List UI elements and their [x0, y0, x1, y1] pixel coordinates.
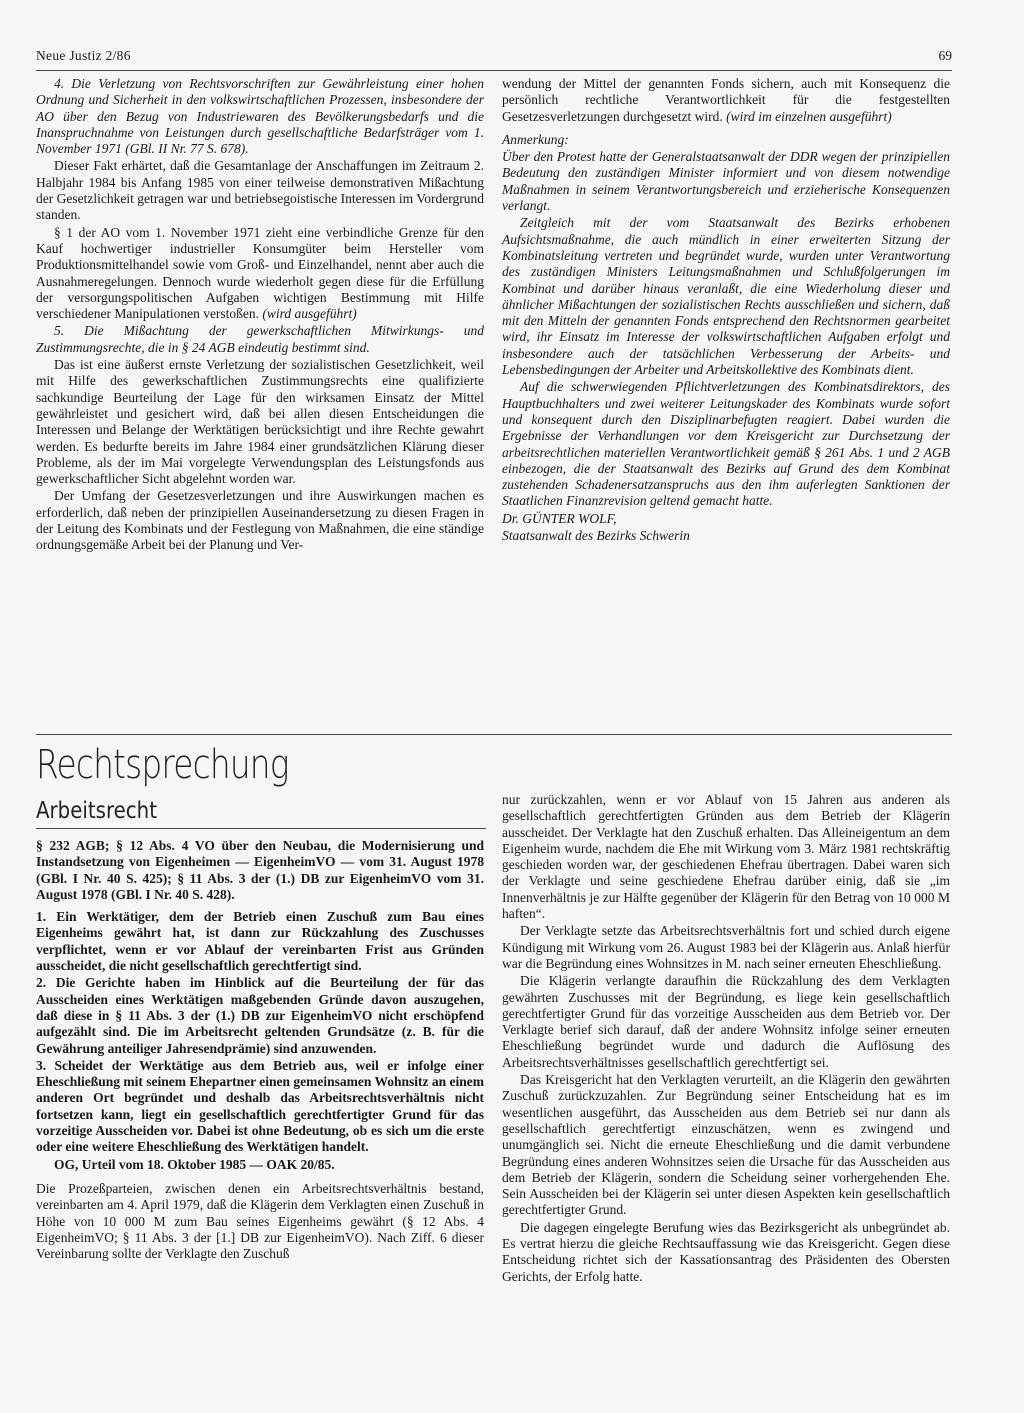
paragraph: Zeitgleich mit der vom Staatsanwalt des Bezirks erhobenen Aufsichtsmaßnahme, die auch mündlich in einer erweiterten Sitzung der Kombinatsleitung vertreten und begründet wurde, wurden unter Verantwortung des zuständigen Ministers Leitungsmaßnahmen und Schlußfolgerungen im Kombinat und darüber hinaus veranlaßt, die eine Wiederholung dieser und ähnlicher Mißachtungen der sozialistischen Rechts ausschließen und sichern, daß mit den Mitteln der genannten Fonds entsprechend den Rechtsnormen gearbeitet wird, ihr Einsatz im Interesse der volkswirtschaftlichen Aufgaben erfolgt und insbesondere auch der tatsächlichen Verbesserung der Arbeits- und Lebensbedingungen der Arbeiter und Arbeitskollektive des Kombinats dient. — [502, 215, 950, 378]
journal-title: Neue Justiz 2/86 — [36, 48, 131, 63]
author-title: Staatsanwalt des Bezirks Schwerin — [502, 528, 690, 544]
paragraph: Über den Protest hatte der Generalstaatsanwalt der DDR wegen der prinzipiellen Bedeutung den zuständigen Minister informiert und von diesem notwendige Maßnahmen in seinem Verantwortungsbereich und erzieherische Konsequenzen verlangt. — [502, 149, 950, 214]
left-column-bottom — [36, 838, 484, 1263]
section-title: Rechtsprechung — [36, 742, 289, 788]
headnote-1: 1. Ein Werktätiger, dem der Betrieb einen Zuschuß zum Bau eines Eigenheims gewährt hat, ist dann zur Rückzahlung des Zuschusses verpflichtet, wenn er vor Ablauf der vereinbarten Frist aus Gründen ausscheidet, die nicht gesellschaftlich gerechtfertigt sind. — [36, 909, 484, 974]
paragraph: 4. Die Verletzung von Rechtsvorschriften zur Gewährleistung einer hohen Ordnung und Sicherheit in den volkswirtschaftlichen Prozessen, insbesondere der AO über den Bezug von Industriewaren des Bevölkerungsbedarfs und die Inanspruchnahme von Leistungen durch gesellschaftliche Bedarfsträger vom 1. November 1971 (GBl. II Nr. 77 S. 678). — [36, 76, 484, 157]
headnote-2: 2. Die Gerichte haben im Hinblick auf die Beurteilung der für das Ausscheiden eines Werktätigen maßgebenden Gründe davon auszugehen, daß diese in § 11 Abs. 3 der (1.) DB zur EigenheimVO nicht erschöpfend aufgezählt sind. Die im Arbeitsrecht geltenden Grundsätze (z. B. für die Gewährung anteiliger Jahresendprämie) sind anzuwenden. — [36, 975, 484, 1056]
paragraph: Das ist eine äußerst ernste Verletzung der sozialistischen Gesetzlichkeit, weil mit Hilfe des gewerkschaftlichen Zustimmungsrechts eine qualifizierte sachkundige Beurteilung der Lage für den wirksamen Einsatz der Mittel gewährleistet und gesichert wird, daß bei allen diesen Entscheidungen die Interessen und Belange der Werktätigen berücksichtigt und ihre Rechte gewahrt werden. Es bedurfte bereits im Jahre 1984 einer grundsätzlichen Klärung dieser Probleme, als der im Mai vorgelegte Verwendungsplan des Leistungsfonds aus gewerkschaftlicher Sicht abgelehnt worden war. — [36, 357, 484, 487]
right-column-bottom — [502, 792, 950, 1286]
subsection-rule — [36, 828, 486, 829]
author-name: Dr. GÜNTER WOLF, — [502, 510, 617, 526]
paragraph: nur zurückzahlen, wenn er vor Ablauf von 15 Jahren aus anderen als gesellschaftlich gerechtfertigten Gründen aus dem Betrieb der Klägerin ausscheidet. Der Verklagte hat den Zuschuß erhalten. Das Alleineigentum an dem Eigenheim wurde, nachdem die Ehe mit Wirkung vom 3. März 1981 rechtskräftig geschieden worden war, der geschiedenen Ehefrau übertragen. Dabei waren sich der Verklagte und seine geschiedene Ehefrau darüber einig, daß sie „im Innenverhältnis je zur Hälfte gegenüber der Klägerin für den Betrag von 10 000 M haften“. — [502, 792, 950, 922]
paragraph: Die dagegen eingelegte Berufung wies das Bezirksgericht als unbegründet ab. Es vertrat hierzu die gleiche Rechtsauffassung wie das Kreisgericht. Gegen diese Entscheidung richtet sich der Kassationsantrag des Präsidenten des Obersten Gerichts, der Erfolg hatte. — [502, 1219, 950, 1284]
paragraph: Dieser Fakt erhärtet, daß die Gesamtanlage der Anschaffungen im Zeitraum 2. Halbjahr 1984 bis Anfang 1985 von einer teilweise demonstrativen Mißachtung der Gesetzlichkeit getragen war und betriebsegoistische Interessen im Vordergrund standen. — [36, 158, 484, 223]
paragraph: 5. Die Mißachtung der gewerkschaftlichen Mitwirkungs- und Zustimmungsrechte, die in § 24 AGB eindeutig bestimmt sind. — [36, 323, 484, 355]
paragraph: Der Umfang der Gesetzesverletzungen und ihre Auswirkungen machen es erforderlich, daß neben der prinzipiellen Auseinandersetzung zu diesen Fragen in der Leitung des Kombinats und der Festlegung von Maßnahmen, die eine ständige ordnungsgemäße Arbeit bei der Planung und Ver- — [36, 488, 484, 553]
paragraph: Die Klägerin verlangte daraufhin die Rückzahlung des dem Verklagten gewährten Zuschusses mit der Begründung, es liege kein gesellschaftlich gerechtfertigter Grund für das vorzeitige Ausscheiden aus dem Betrieb vor. Der Verklagte berief sich darauf, daß der andere Wohnsitz infolge seiner erneuten Eheschließung begründet wurde und dadurch die Auflösung des Arbeitsrechtsverhältnisses gesellschaftlich gerechtfertigt sei. — [502, 973, 950, 1070]
paragraph: Der Verklagte setzte das Arbeitsrechtsverhältnis fort und schied durch eigene Kündigung mit Wirkung vom 26. August 1983 bei der Klägerin aus. Anlaß hierfür war die Begründung eines Wohnsitzes in M. nach seiner erneuten Eheschließung. — [502, 923, 950, 971]
paragraph: Die Prozeßparteien, zwischen denen ein Arbeitsrechtsverhältnis bestand, vereinbarten am 4. April 1979, daß die Klägerin dem Verklagten einen Zuschuß in Höhe von 10 000 M zum Bau seines Eigenheims gewährt (§ 12 Abs. 4 EigenheimVO; § 11 Abs. 3 der [1.] DB zur EigenheimVO). Nach Ziff. 6 dieser Vereinbarung sollte der Verklagte den Zuschuß — [36, 1180, 484, 1262]
headnote-3: 3. Scheidet der Werktätige aus dem Betrieb aus, weil er infolge einer Eheschließung mit seinem Ehepartner einen gemeinsamen Wohnsitz an einem anderen Ort begründet und deshalb das Arbeitsrechtsverhältnis nicht fortsetzen kann, liegt ein gesellschaftlich gerechtfertigter Grund für das vorzeitige Ausscheiden vor. Dabei ist ohne Bedeutung, ob es sich um die erste oder eine weitere Eheschließung des Werktätigen handelt. — [36, 1057, 485, 1155]
legal-norms: § 232 AGB; § 12 Abs. 4 VO über den Neubau, die Modernisierung und Instandsetzung von Eigenheimen — EigenheimVO — vom 31. August 1978 (GBl. I Nr. 40 S. 425); § 11 Abs. 3 der (1.) DB zur EigenheimVO vom 31. August 1978 (GBl. I Nr. 40 S. 428). — [36, 838, 484, 902]
left-column-top — [36, 76, 484, 555]
page-number: 69 — [938, 48, 952, 63]
paragraph: § 1 der AO vom 1. November 1971 zieht eine verbindliche Grenze für den Kauf hochwertiger industrieller Konsumgüter beim Hersteller vom Produktionsmittelhandel sowie vom Groß- und Einzelhandel, nennt aber auch die Ausnahmeregelungen. Dennoch wurde wiederholt gegen diese für die Erfüllung der versorgungspolitischen Aufgaben wichtigen Bestimmung mit Hilfe verschiedener Manipulationen verstoßen. (wird ausgeführt) — [36, 224, 484, 322]
right-column-top — [502, 76, 950, 545]
page-header — [36, 48, 952, 68]
subsection-title: Arbeitsrecht — [36, 798, 157, 824]
header-rule — [36, 70, 952, 71]
paragraph: Das Kreisgericht hat den Verklagten verurteilt, an die Klägerin den gewährten Zuschuß zurückzuzahlen. Zur Begründung seiner Entscheidung hat es im wesentlichen ausgeführt, das Ausscheiden aus dem Betrieb sei nur dann als gesellschaftlich gerechtfertigt einzuschätzen, wenn es zwingend und unumgänglich sei. Nicht die erneute Eheschließung und die damit verbundene Begründung eines anderen Wohnsitzes seien die Ursache für das Ausscheiden aus dem Betrieb der Klägerin, sondern die Scheidung seiner vorhergehenden Ehe. Sein Ausscheiden bei der Klägerin sei unter diesen Aspekten kein gesellschaftlich gerechtfertigter Grund. — [502, 1072, 950, 1218]
note-heading: Anmerkung: — [502, 131, 569, 147]
paragraph: wendung der Mittel der genannten Fonds sichern, auch mit Konsequenz die persönlich rechtliche Verantwortlichkeit für die festgestellten Gesetzesverletzungen durchgesetzt wird. (wird im einzelnen ausgeführt) — [502, 76, 950, 124]
section-rule — [36, 734, 952, 735]
court-decision: OG, Urteil vom 18. Oktober 1985 — OAK 20/85. — [54, 1156, 335, 1172]
paragraph: Auf die schwerwiegenden Pflichtverletzungen des Kombinatsdirektors, des Hauptbuchhalters und zwei weiterer Leitungskader des Kombinats wurde sofort und konsequent durch den Disziplinarbefugten reagiert. Dabei wurden die Ergebnisse der Verhandlungen vor dem Kreisgericht zur Durchsetzung der arbeitsrechtlichen materiellen Verantwortlichkeit gemäß § 261 Abs. 1 und 2 AGB einbezogen, die der Staatsanwalt des Bezirks auf Grund des dem Kombinat zustehenden Schadenersatzanspruchs aus den ihm auferlegten Sanktionen der Staatlichen Finanzrevision geltend gemacht hatte. — [502, 379, 950, 509]
